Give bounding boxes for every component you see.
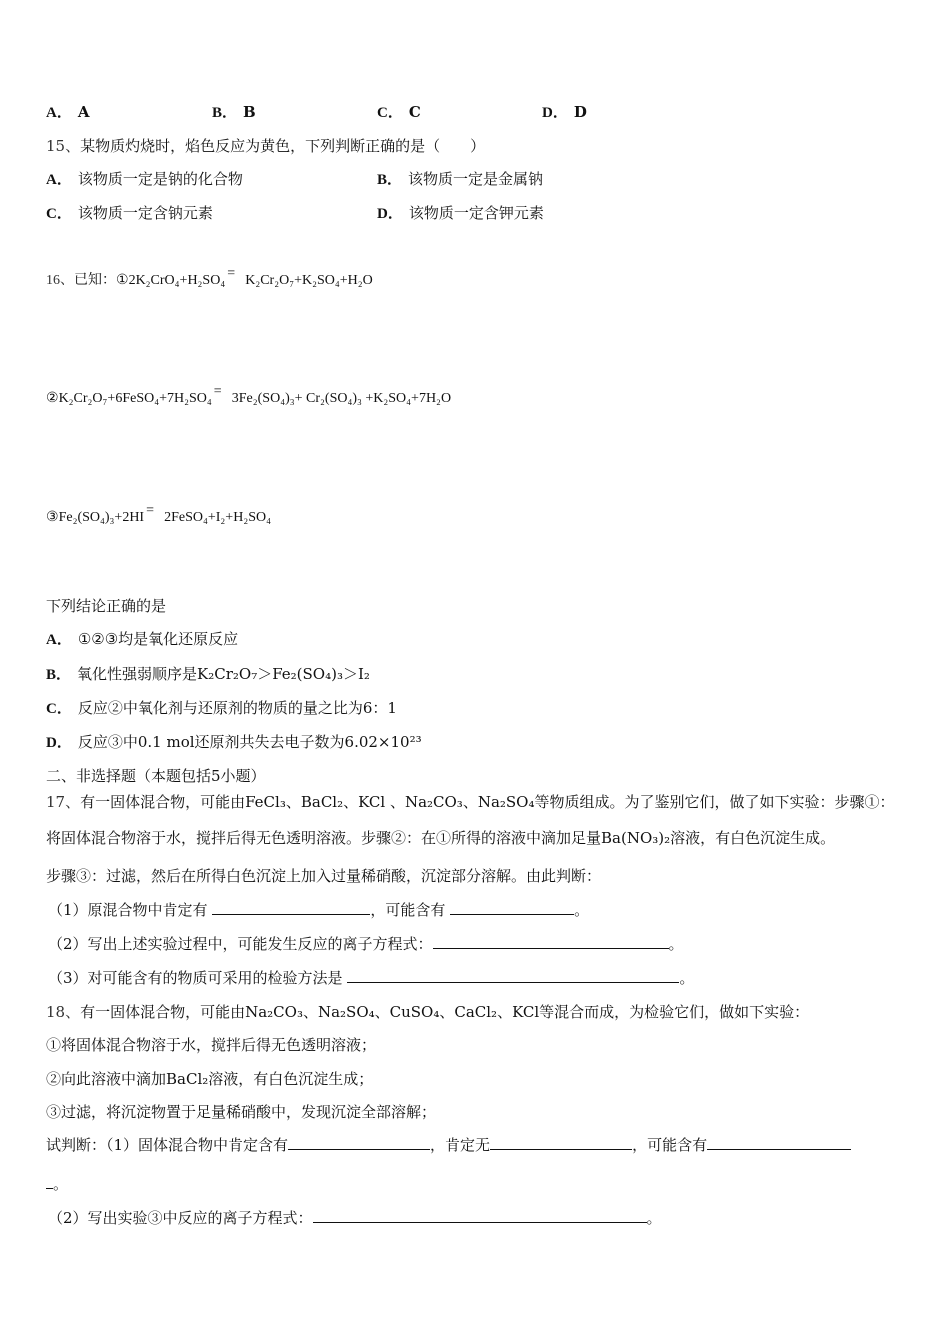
answer-blank-2[interactable] — [450, 900, 574, 915]
q18-sub1-end: 。 — [46, 1174, 68, 1194]
q18-number: 18、 — [46, 1003, 81, 1021]
q16-equation-1: 16、已知：①2K₂CrO₄+H₂SO₄ = K₂Cr₂O₇+K₂SO₄+H₂O — [46, 266, 373, 288]
q17-sub1: （1）原混合物中肯定有 ，可能含有 。 — [48, 901, 590, 919]
q16-option-d[interactable]: D． 反应③中0.1 mol还原剂共失去电子数为6.02×10²³ — [46, 733, 422, 751]
q17-sub3: （3）对可能含有的物质可采用的检验方法是 。 — [48, 969, 695, 987]
q17-line-1: 17、有一固体混合物，可能由FeCl₃、BaCl₂、KCl 、Na₂CO₃、Na₂SO₄等物质组成。为了鉴别它们，做了如下实验：步骤①： — [46, 793, 895, 811]
q15-option-d[interactable]: D． 该物质一定含钾元素 — [377, 204, 544, 222]
q18-step-2: ②向此溶液中滴加BaCl₂溶液，有白色沉淀生成； — [46, 1070, 374, 1088]
prev-option-d[interactable]: D． D — [542, 103, 587, 121]
answer-blank-8[interactable] — [313, 1208, 647, 1223]
q16-option-c[interactable]: C． 反应②中氧化剂与还原剂的物质的量之比为6：1 — [46, 699, 397, 717]
q18-step-3: ③过滤，将沉淀物置于足量稀硝酸中，发现沉淀全部溶解； — [46, 1103, 437, 1121]
q16-option-a[interactable]: A． ①②③均是氧化还原反应 — [46, 630, 239, 648]
q18-step-1: ①将固体混合物溶于水，搅拌后得无色透明溶液； — [46, 1036, 377, 1054]
q17-line-2: 将固体混合物溶于水，搅拌后得无色透明溶液。步骤②：在①所得的溶液中滴加足量Ba(NO₃)₂溶液，有白色沉淀生成。 — [46, 829, 836, 847]
q15-option-b[interactable]: B． 该物质一定是金属钠 — [377, 170, 544, 188]
q16-option-b[interactable]: B． 氧化性强弱顺序是K₂Cr₂O₇＞Fe₂(SO₄)₃＞I₂ — [46, 665, 370, 683]
q16-prompt: 下列结论正确的是 — [46, 597, 167, 615]
q16-number: 16、 — [46, 273, 74, 288]
prev-option-b[interactable]: B． B — [212, 103, 256, 121]
answer-blank-4[interactable] — [347, 968, 679, 983]
answer-blank-5[interactable] — [288, 1135, 430, 1150]
answer-blank-7[interactable] — [707, 1135, 851, 1150]
q17-number: 17、 — [46, 793, 81, 811]
q15-number: 15、 — [46, 137, 81, 155]
q17-line-3: 步骤③：过滤，然后在所得白色沉淀上加入过量稀硝酸，沉淀部分溶解。由此判断： — [46, 867, 602, 885]
q16-equation-3: ③Fe₂(SO₄)₃+2HI = 2FeSO₄+I₂+H₂SO₄ — [46, 503, 271, 525]
answer-blank-1[interactable] — [212, 900, 370, 915]
section-title: 二、非选择题（本题包括5小题） — [46, 767, 266, 785]
answer-blank-3[interactable] — [433, 934, 669, 949]
q17-sub2: （2）写出上述实验过程中，可能发生反应的离子方程式： 。 — [48, 935, 684, 953]
q18-stem: 18、有一固体混合物，可能由Na₂CO₃、Na₂SO₄、CuSO₄、CaCl₂、KCl等混合而成，为检验它们，做如下实验： — [46, 1003, 810, 1021]
q15-stem: 15、某物质灼烧时，焰色反应为黄色，下列判断正确的是（ ） — [46, 137, 486, 155]
prev-option-c[interactable]: C． C — [377, 103, 421, 121]
answer-blank-6[interactable] — [490, 1135, 632, 1150]
prev-option-a[interactable]: A． A — [46, 103, 90, 121]
q16-equation-2: ②K₂Cr₂O₇+6FeSO₄+7H₂SO₄ = 3Fe₂(SO₄)₃+ Cr₂(SO₄)₃ +K₂SO₄+7H₂O — [46, 384, 452, 406]
q15-option-a[interactable]: A． 该物质一定是钠的化合物 — [46, 170, 243, 188]
q18-sub1: 试判断：（1）固体混合物中肯定含有 ，肯定无 ，可能含有 — [46, 1135, 851, 1155]
q18-sub2: （2）写出实验③中反应的离子方程式： 。 — [48, 1209, 662, 1227]
q15-option-c[interactable]: C． 该物质一定含钠元素 — [46, 204, 213, 222]
answer-blank-7-cont[interactable] — [46, 1174, 53, 1189]
